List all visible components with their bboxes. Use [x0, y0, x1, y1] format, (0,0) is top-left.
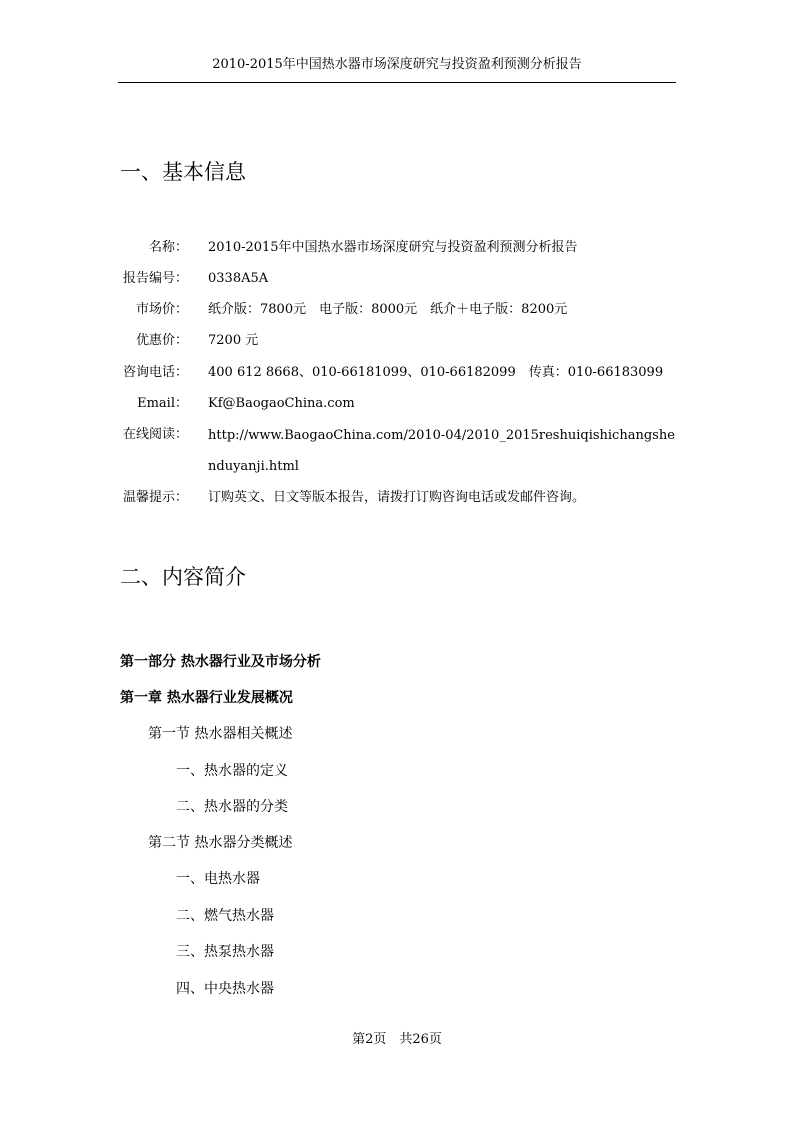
toc-part: 第一部分 热水器行业及市场分析 — [120, 654, 321, 670]
toc-subsection: 三、热泵热水器 — [176, 944, 274, 960]
toc-subsection: 四、中央热水器 — [176, 981, 274, 997]
info-value: 订购英文、日文等版本报告，请拨打订购咨询电话或发邮件咨询。 — [208, 490, 586, 505]
section-heading-content-summary: 二、内容简介 — [120, 565, 246, 589]
info-label: 名称： — [148, 240, 188, 255]
info-value: 7200 元 — [208, 333, 259, 348]
toc-section: 第一节 热水器相关概述 — [148, 726, 293, 742]
email-link[interactable]: Kf@BaogaoChina.com — [208, 396, 355, 411]
page-footer: 第2页 共26页 — [352, 1032, 442, 1047]
info-label: 报告编号： — [122, 271, 188, 286]
page-header: 2010-2015年中国热水器市场深度研究与投资盈利预测分析报告 — [212, 57, 582, 72]
info-label: 市场价： — [135, 302, 188, 317]
toc-subsection: 二、燃气热水器 — [176, 908, 274, 924]
info-label: 在线阅读： — [122, 427, 188, 442]
info-value: 400 612 8668、010-66181099、010-66182099 传真：010-66183099 — [208, 365, 664, 380]
info-value: 0338A5A — [208, 271, 269, 286]
online-reading-link[interactable]: http://www.BaogaoChina.com/2010-04/2010_2015reshuiqishichangshenduyanji.html — [208, 428, 675, 474]
toc-section: 第二节 热水器分类概述 — [148, 835, 293, 851]
info-label: Email： — [137, 396, 188, 411]
toc-subsection: 一、电热水器 — [176, 871, 260, 887]
toc-chapter: 第一章 热水器行业发展概况 — [120, 690, 293, 706]
toc-subsection: 一、热水器的定义 — [176, 763, 288, 779]
header-rule — [118, 82, 676, 83]
toc-subsection: 二、热水器的分类 — [176, 799, 288, 815]
info-label: 温馨提示： — [122, 490, 188, 505]
section-heading-basic-info: 一、基本信息 — [120, 160, 246, 184]
info-label: 咨询电话： — [122, 365, 188, 380]
info-value: 2010-2015年中国热水器市场深度研究与投资盈利预测分析报告 — [208, 240, 578, 255]
info-label: 优惠价： — [135, 333, 188, 348]
info-value: 纸介版：7800元 电子版：8000元 纸介＋电子版：8200元 — [208, 302, 568, 317]
